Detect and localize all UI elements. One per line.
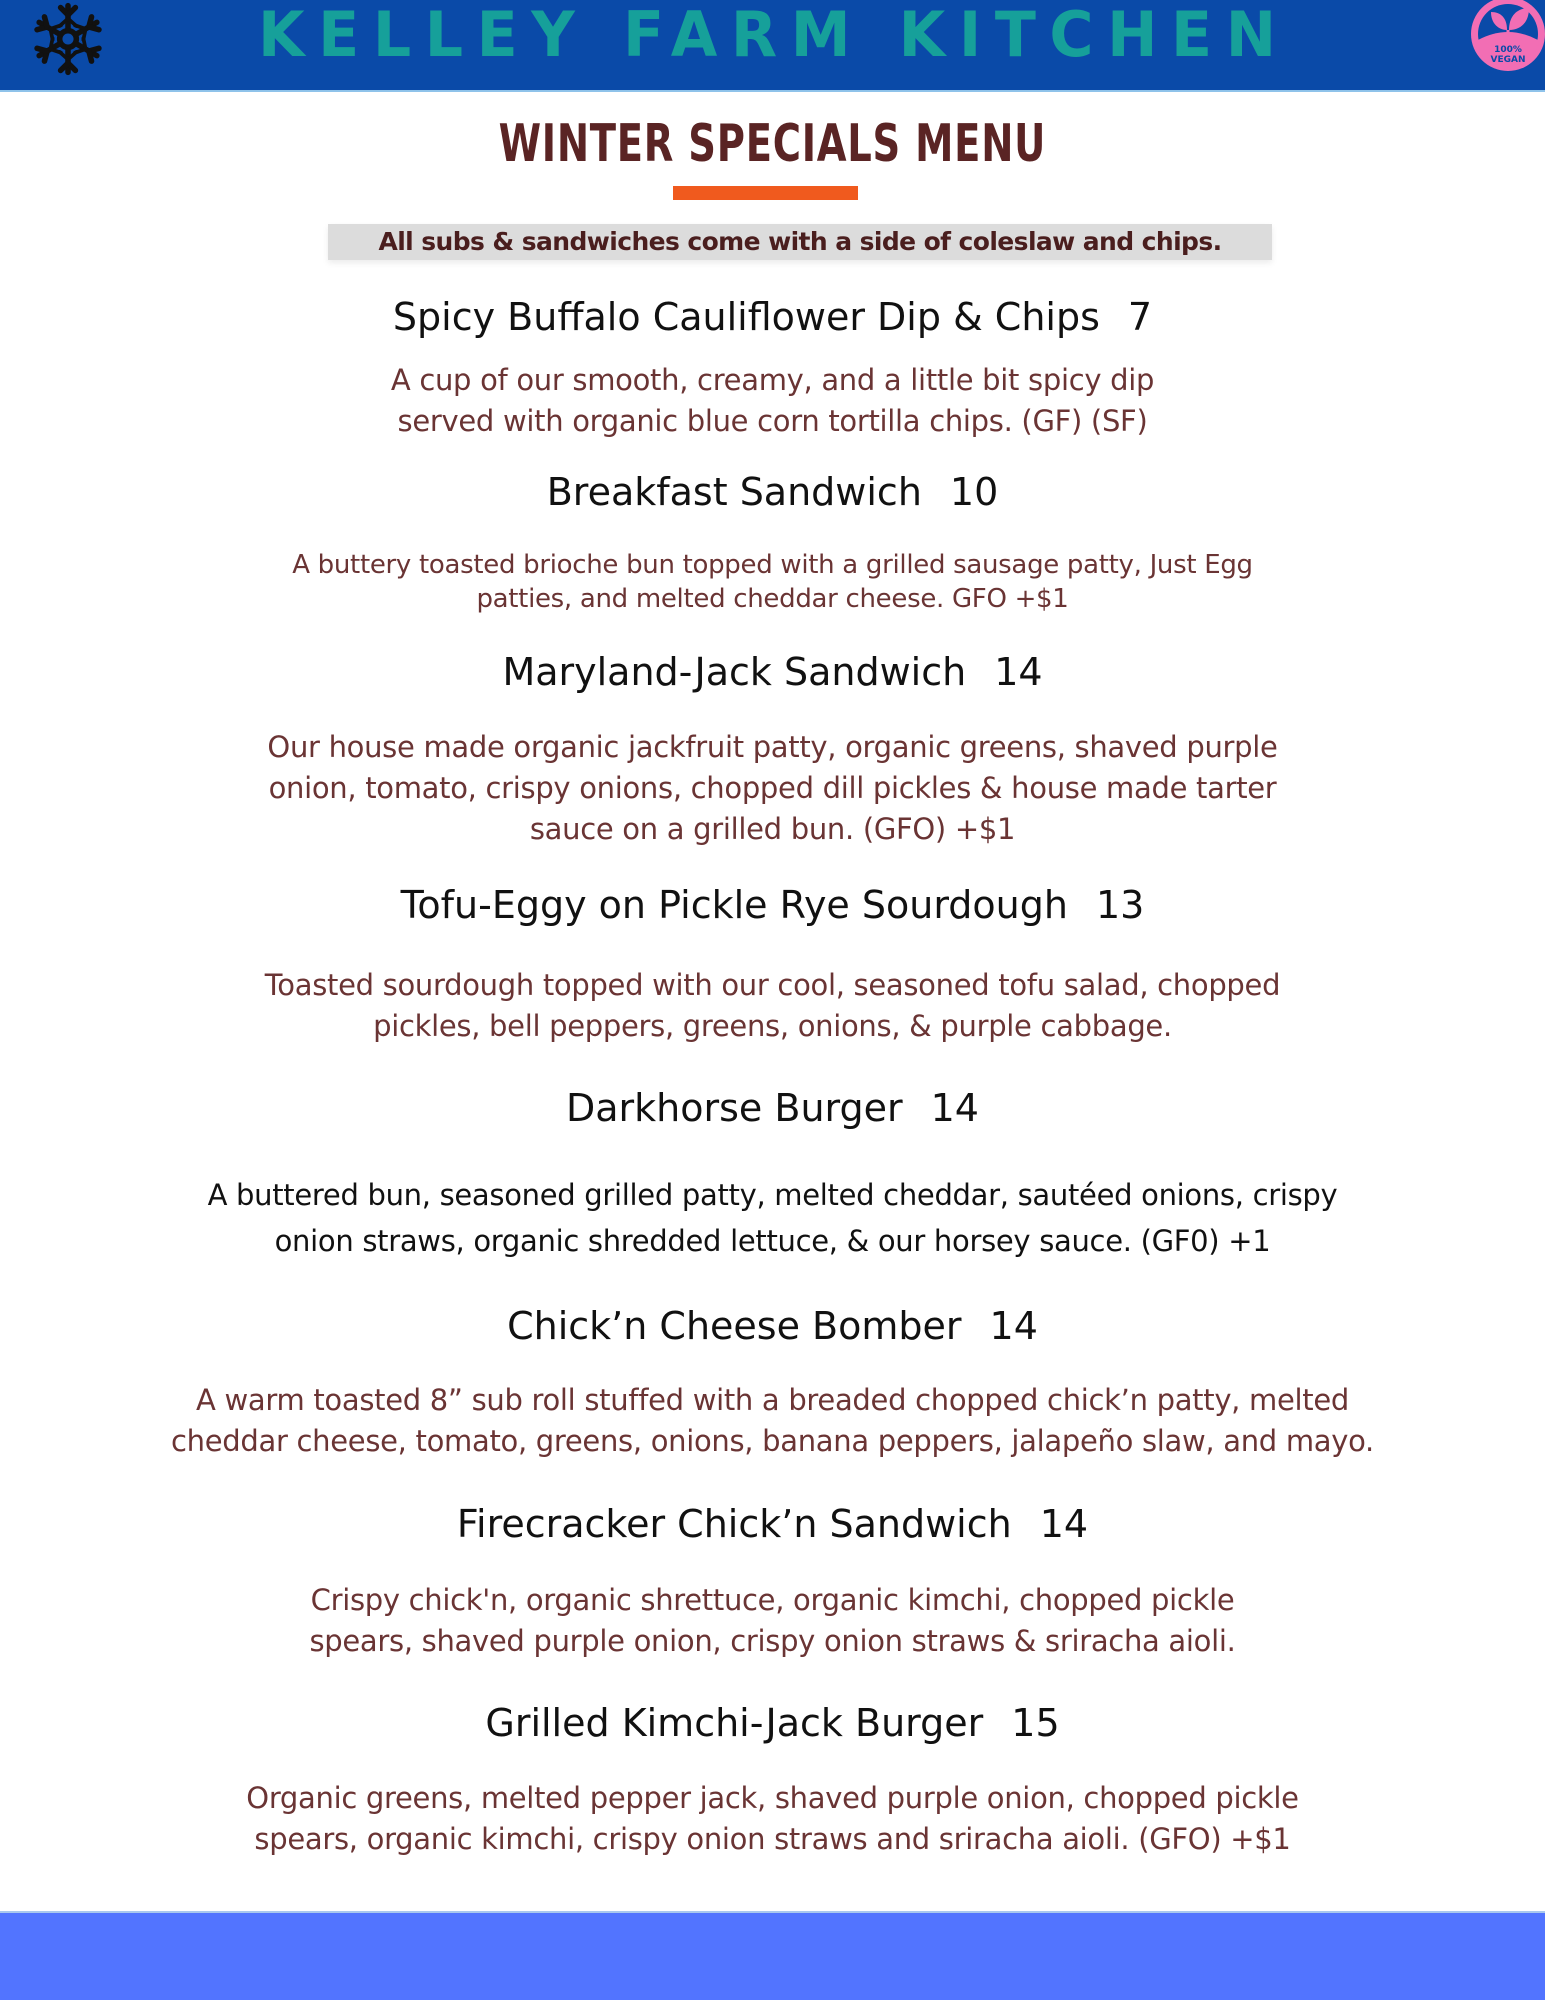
menu-item-name <box>0 1302 1545 1350</box>
description-line: served with organic blue corn tortilla chips. (GF) (SF) <box>397 404 1148 438</box>
menu-item-description <box>0 1580 1545 1662</box>
menu-item-name <box>0 881 1545 929</box>
footer-band <box>0 1911 1545 2000</box>
menu-item-description <box>0 1172 1545 1264</box>
description-line: onion straws, organic shredded lettuce, & our horsey sauce. (GF0) +1 <box>274 1224 1271 1258</box>
item-title: Chick’n Cheese Bomber <box>507 1304 962 1348</box>
item-title: Tofu-Eggy on Pickle Rye Sourdough <box>400 883 1068 927</box>
menu-item-description <box>0 1778 1545 1860</box>
item-price: 7 <box>1127 295 1153 339</box>
description-line: Toasted sourdough topped with our cool, seasoned tofu salad, chopped <box>264 968 1281 1002</box>
menu-item-description <box>0 548 1545 616</box>
item-title: Spicy Buffalo Cauliflower Dip & Chips <box>392 295 1100 339</box>
menu-item-description <box>0 360 1545 442</box>
menu-item-name <box>0 468 1545 516</box>
item-price: 14 <box>994 650 1043 694</box>
description-line: spears, shaved purple onion, crispy onion straws & sriracha aioli. <box>309 1624 1236 1658</box>
side-note-banner: All subs & sandwiches come with a side of coleslaw and chips. <box>328 224 1272 260</box>
item-title: Breakfast Sandwich <box>546 470 922 514</box>
menu-item-name <box>0 1699 1545 1747</box>
svg-text:VEGAN: VEGAN <box>1490 55 1526 65</box>
title-underline-divider <box>673 186 858 200</box>
snowflake-icon <box>20 2 116 76</box>
description-line: Crispy chick'n, organic shrettuce, organic kimchi, chopped pickle <box>310 1583 1235 1617</box>
description-line: patties, and melted cheddar cheese. GFO +$1 <box>476 584 1069 614</box>
item-price: 14 <box>930 1086 979 1130</box>
header-banner <box>0 0 1545 92</box>
item-price: 10 <box>949 470 999 514</box>
item-price: 14 <box>989 1304 1038 1348</box>
item-price: 14 <box>1039 1502 1089 1546</box>
description-line: Organic greens, melted pepper jack, shaved purple onion, chopped pickle <box>246 1781 1299 1815</box>
item-price: 15 <box>1011 1701 1060 1745</box>
description-line: A warm toasted 8” sub roll stuffed with a breaded chopped chick’n patty, melted <box>196 1383 1349 1417</box>
menu-item-name <box>0 648 1545 696</box>
item-price: 13 <box>1095 883 1145 927</box>
description-line: cheddar cheese, tomato, greens, onions, banana peppers, jalapeño slaw, and mayo. <box>171 1424 1374 1458</box>
svg-text:100%: 100% <box>1494 45 1522 55</box>
menu-item-description <box>0 965 1545 1047</box>
brand-title: KELLEY FARM KITCHEN <box>258 0 1290 71</box>
item-title: Darkhorse Burger <box>566 1086 903 1130</box>
description-line: pickles, bell peppers, greens, onions, & purple cabbage. <box>373 1009 1172 1043</box>
menu-item-name <box>0 1084 1545 1132</box>
menu-item-name <box>0 1500 1545 1548</box>
vegan-leaf-badge-icon <box>1455 0 1545 74</box>
description-line: A cup of our smooth, creamy, and a little bit spicy dip <box>390 363 1155 397</box>
item-title: Grilled Kimchi-Jack Burger <box>485 1701 984 1745</box>
description-line: onion, tomato, crispy onions, chopped dill pickles & house made tarter <box>268 771 1277 805</box>
item-title: Firecracker Chick’n Sandwich <box>456 1502 1012 1546</box>
page-title: WINTER SPECIALS MENU <box>498 114 1047 174</box>
description-line: sauce on a grilled bun. (GFO) +$1 <box>529 812 1016 846</box>
menu-item-description <box>0 727 1545 850</box>
menu-item-description <box>0 1380 1545 1462</box>
menu-item-name <box>0 293 1545 341</box>
description-line: A buttery toasted brioche bun topped with a grilled sausage patty, Just Egg <box>292 550 1253 580</box>
description-line: A buttered bun, seasoned grilled patty, melted cheddar, sautéed onions, crispy <box>207 1178 1338 1212</box>
description-line: spears, organic kimchi, crispy onion straws and sriracha aioli. (GFO) +$1 <box>254 1822 1291 1856</box>
description-line: Our house made organic jackfruit patty, organic greens, shaved purple <box>267 730 1278 764</box>
item-title: Maryland-Jack Sandwich <box>502 650 967 694</box>
